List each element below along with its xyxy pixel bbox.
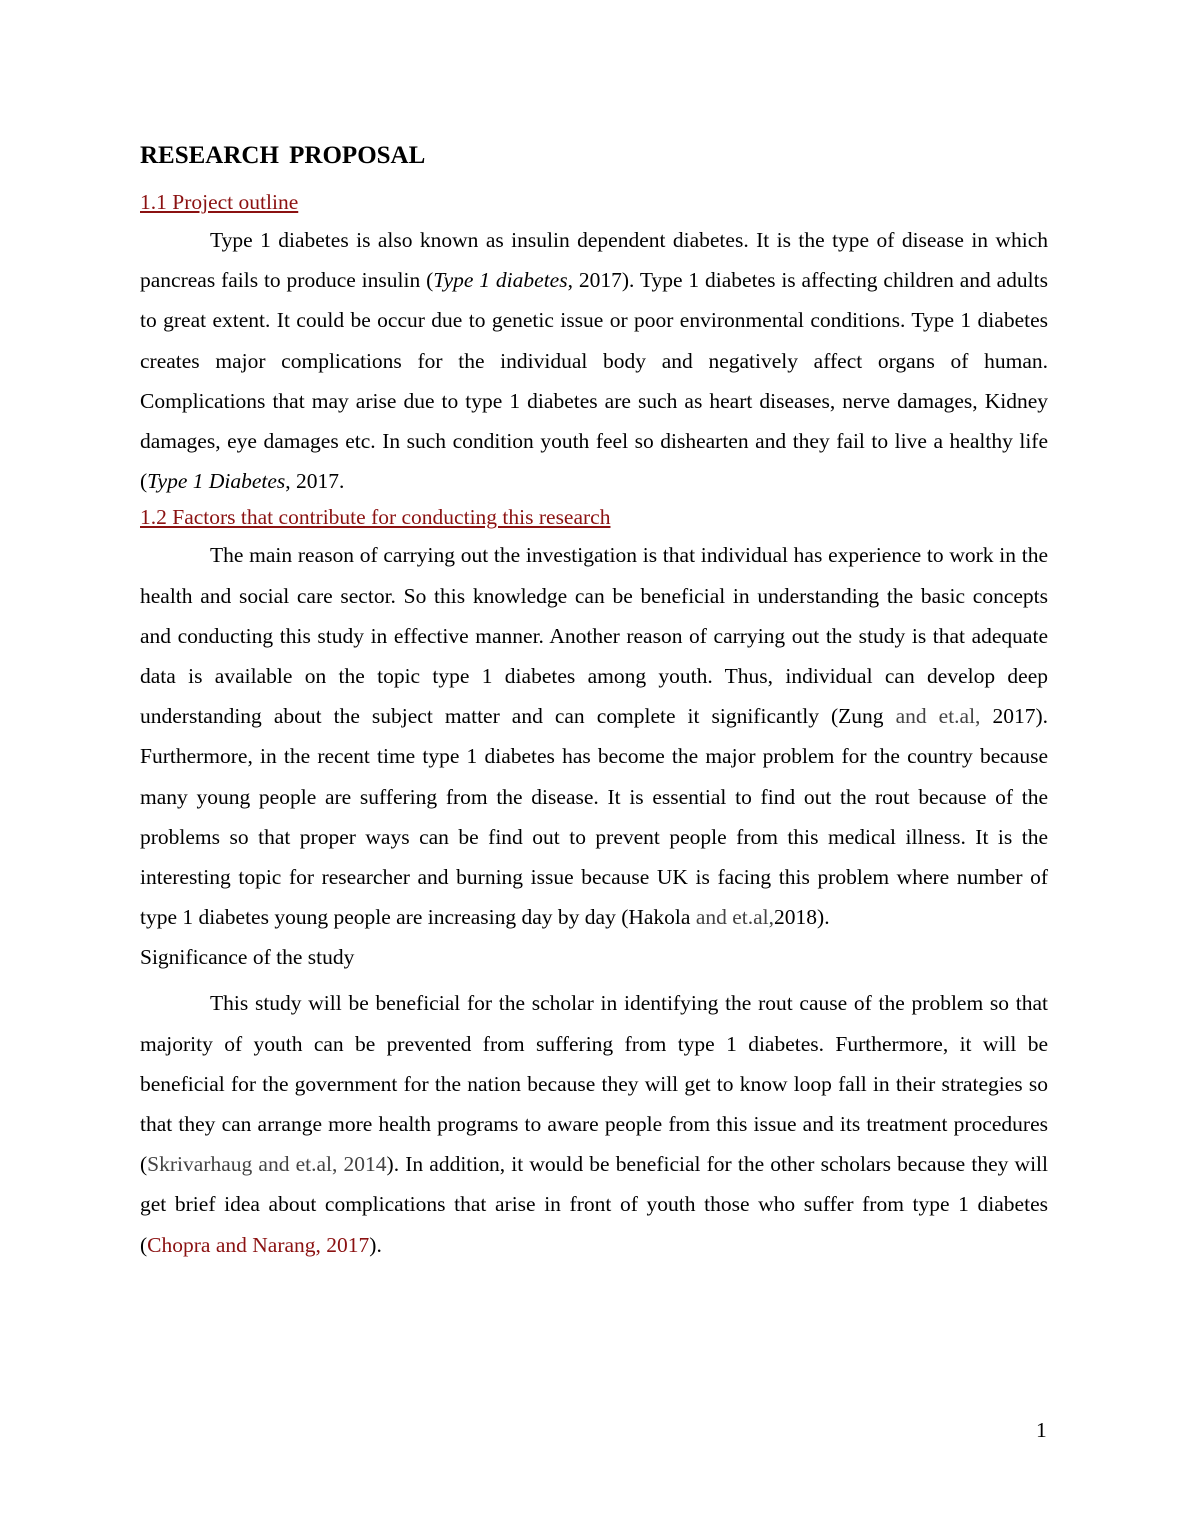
text-run: , 2017. xyxy=(285,469,345,494)
text-run: ). In addition, it would be beneficial for the other scholars because they will get brief idea about complications that arise in front of youth those who suffer from type 1 diabetes ( xyxy=(140,1152,1048,1257)
document-page xyxy=(140,138,1048,1265)
paragraph-significance xyxy=(140,983,1048,1264)
citation-grey: Skrivarhaug and et.al, 2014 xyxy=(147,1152,387,1177)
citation-italic: Type 1 Diabetes xyxy=(147,469,286,494)
text-run: 2018). xyxy=(774,905,830,930)
section-heading-factors[interactable]: 1.2 Factors that contribute for conducting this research xyxy=(140,505,611,530)
citation-italic: Type 1 diabetes xyxy=(433,268,568,293)
text-run: ). xyxy=(369,1232,382,1257)
paragraph-project-outline xyxy=(140,220,1048,501)
text-run: 2017). Furthermore, in the recent time type 1 diabetes has become the major problem for the country because many young people are suffering from the disease. It is essential to find out the rout because of the problems so that proper ways can be find out to prevent people from this medical illness. It is the interesting topic for researcher and burning issue because UK is facing this problem where number of type 1 diabetes young people are increasing day by day (Hakola xyxy=(140,704,1048,930)
text-run: The main reason of carrying out the investigation is that individual has experience to work in the health and social care sector. So this knowledge can be beneficial in understanding the basic concepts and conducting this study in effective manner. Another reason of carrying out the study is that adequate data is available on the topic type 1 diabetes among youth. Thus, individual can develop deep understanding about the subject matter and can complete it significantly (Zung xyxy=(140,543,1048,729)
document-title: RESEARCH PROPOSAL xyxy=(140,142,426,169)
citation-link[interactable]: Chopra and Narang, 2017 xyxy=(147,1232,370,1257)
citation-grey: and et.al, xyxy=(695,905,775,930)
paragraph-factors xyxy=(140,535,1048,937)
section-heading-significance: Significance of the study xyxy=(140,945,355,970)
text-run: This study will be beneficial for the scholar in identifying the rout cause of the problem so that majority of youth can be prevented from suffering from type 1 diabetes. Furthermore, it will be beneficial for the government for the nation because they will get to know loop fall in their strategies so that they can arrange more health programs to aware people from this issue and its treatment procedures ( xyxy=(140,991,1048,1177)
page-number: 1 xyxy=(1036,1418,1047,1442)
section-heading-project-outline[interactable]: 1.1 Project outline xyxy=(140,190,299,214)
text-run: Type 1 diabetes is also known as insulin dependent diabetes. It is the type of disease in which pancreas fails to produce insulin ( xyxy=(140,228,1048,293)
citation-grey: and et.al, xyxy=(895,704,981,729)
text-run: , 2017). Type 1 diabetes is affecting children and adults to great extent. It could be occur due to genetic issue or poor environmental conditions. Type 1 diabetes creates major complications for the individual body and negatively affect organs of human. Complications that may arise due to type 1 diabetes are such as heart diseases, nerve damages, Kidney damages, eye damages etc. In such condition youth feel so dishearten and they fail to live a healthy life ( xyxy=(140,268,1048,494)
